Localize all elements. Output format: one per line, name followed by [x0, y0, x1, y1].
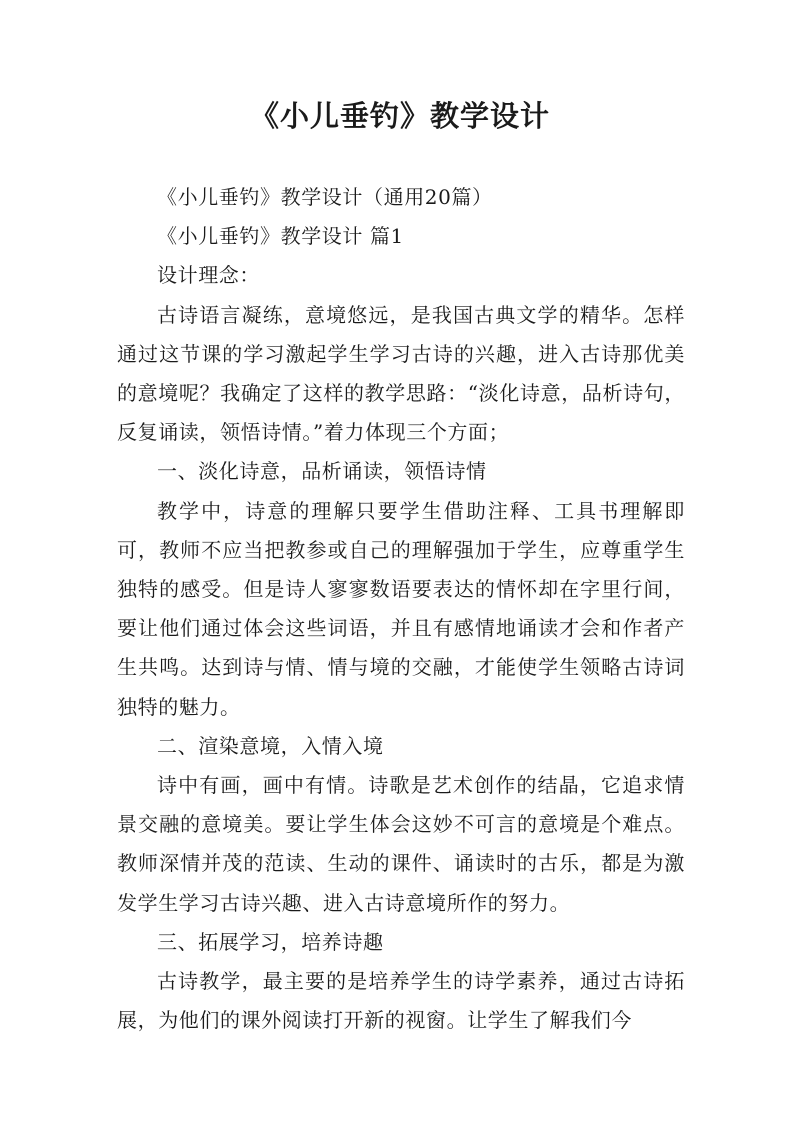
point-two-paragraph: 诗中有画，画中有情。诗歌是艺术创作的结晶，它追求情景交融的意境美。要让学生体会这妙不可言的意境是个难点。教师深情并茂的范读、生动的课件、诵读时的古乐，都是为激发学生学习古诗兴趣、进入古诗意境所作的努力。	[117, 773, 685, 915]
point-three-paragraph: 古诗教学，最主要的是培养学生的诗学素养，通过古诗拓展，为他们的课外阅读打开新的视窗。让学生了解我们今	[117, 969, 685, 1033]
document-title: 《小儿垂钓》教学设计	[249, 99, 550, 133]
section-heading-part1: 《小儿垂钓》教学设计 篇1	[157, 224, 404, 249]
point-two-heading: 二、渲染意境，入情入境	[157, 733, 384, 758]
design-concept-heading: 设计理念：	[157, 263, 260, 288]
intro-paragraph: 古诗语言凝练，意境悠远，是我国古典文学的精华。怎样通过这节课的学习激起学生学习古诗的兴趣，进入古诗那优美的意境呢？我确定了这样的教学思路：“淡化诗意，品析诗句，反复诵读，领悟诗情。”着力体现三个方面；	[117, 302, 685, 445]
subtitle-paragraph: 《小儿垂钓》教学设计（通用20篇）	[157, 185, 493, 209]
point-one-heading: 一、淡化诗意，品析诵读，领悟诗情	[157, 459, 487, 484]
point-one-paragraph: 教学中，诗意的理解只要学生借助注释、工具书理解即可，教师不应当把教参或自己的理解强加于学生，应尊重学生独特的感受。但是诗人寥寥数语要表达的情怀却在字里行间，要让他们通过体会这些词语，并且有感情地诵读才会和作者产生共鸣。达到诗与情、情与境的交融，才能使学生领略古诗词独特的魅力。	[117, 498, 685, 719]
point-three-heading: 三、拓展学习，培养诗趣	[157, 929, 384, 954]
document-body	[117, 178, 685, 1040]
